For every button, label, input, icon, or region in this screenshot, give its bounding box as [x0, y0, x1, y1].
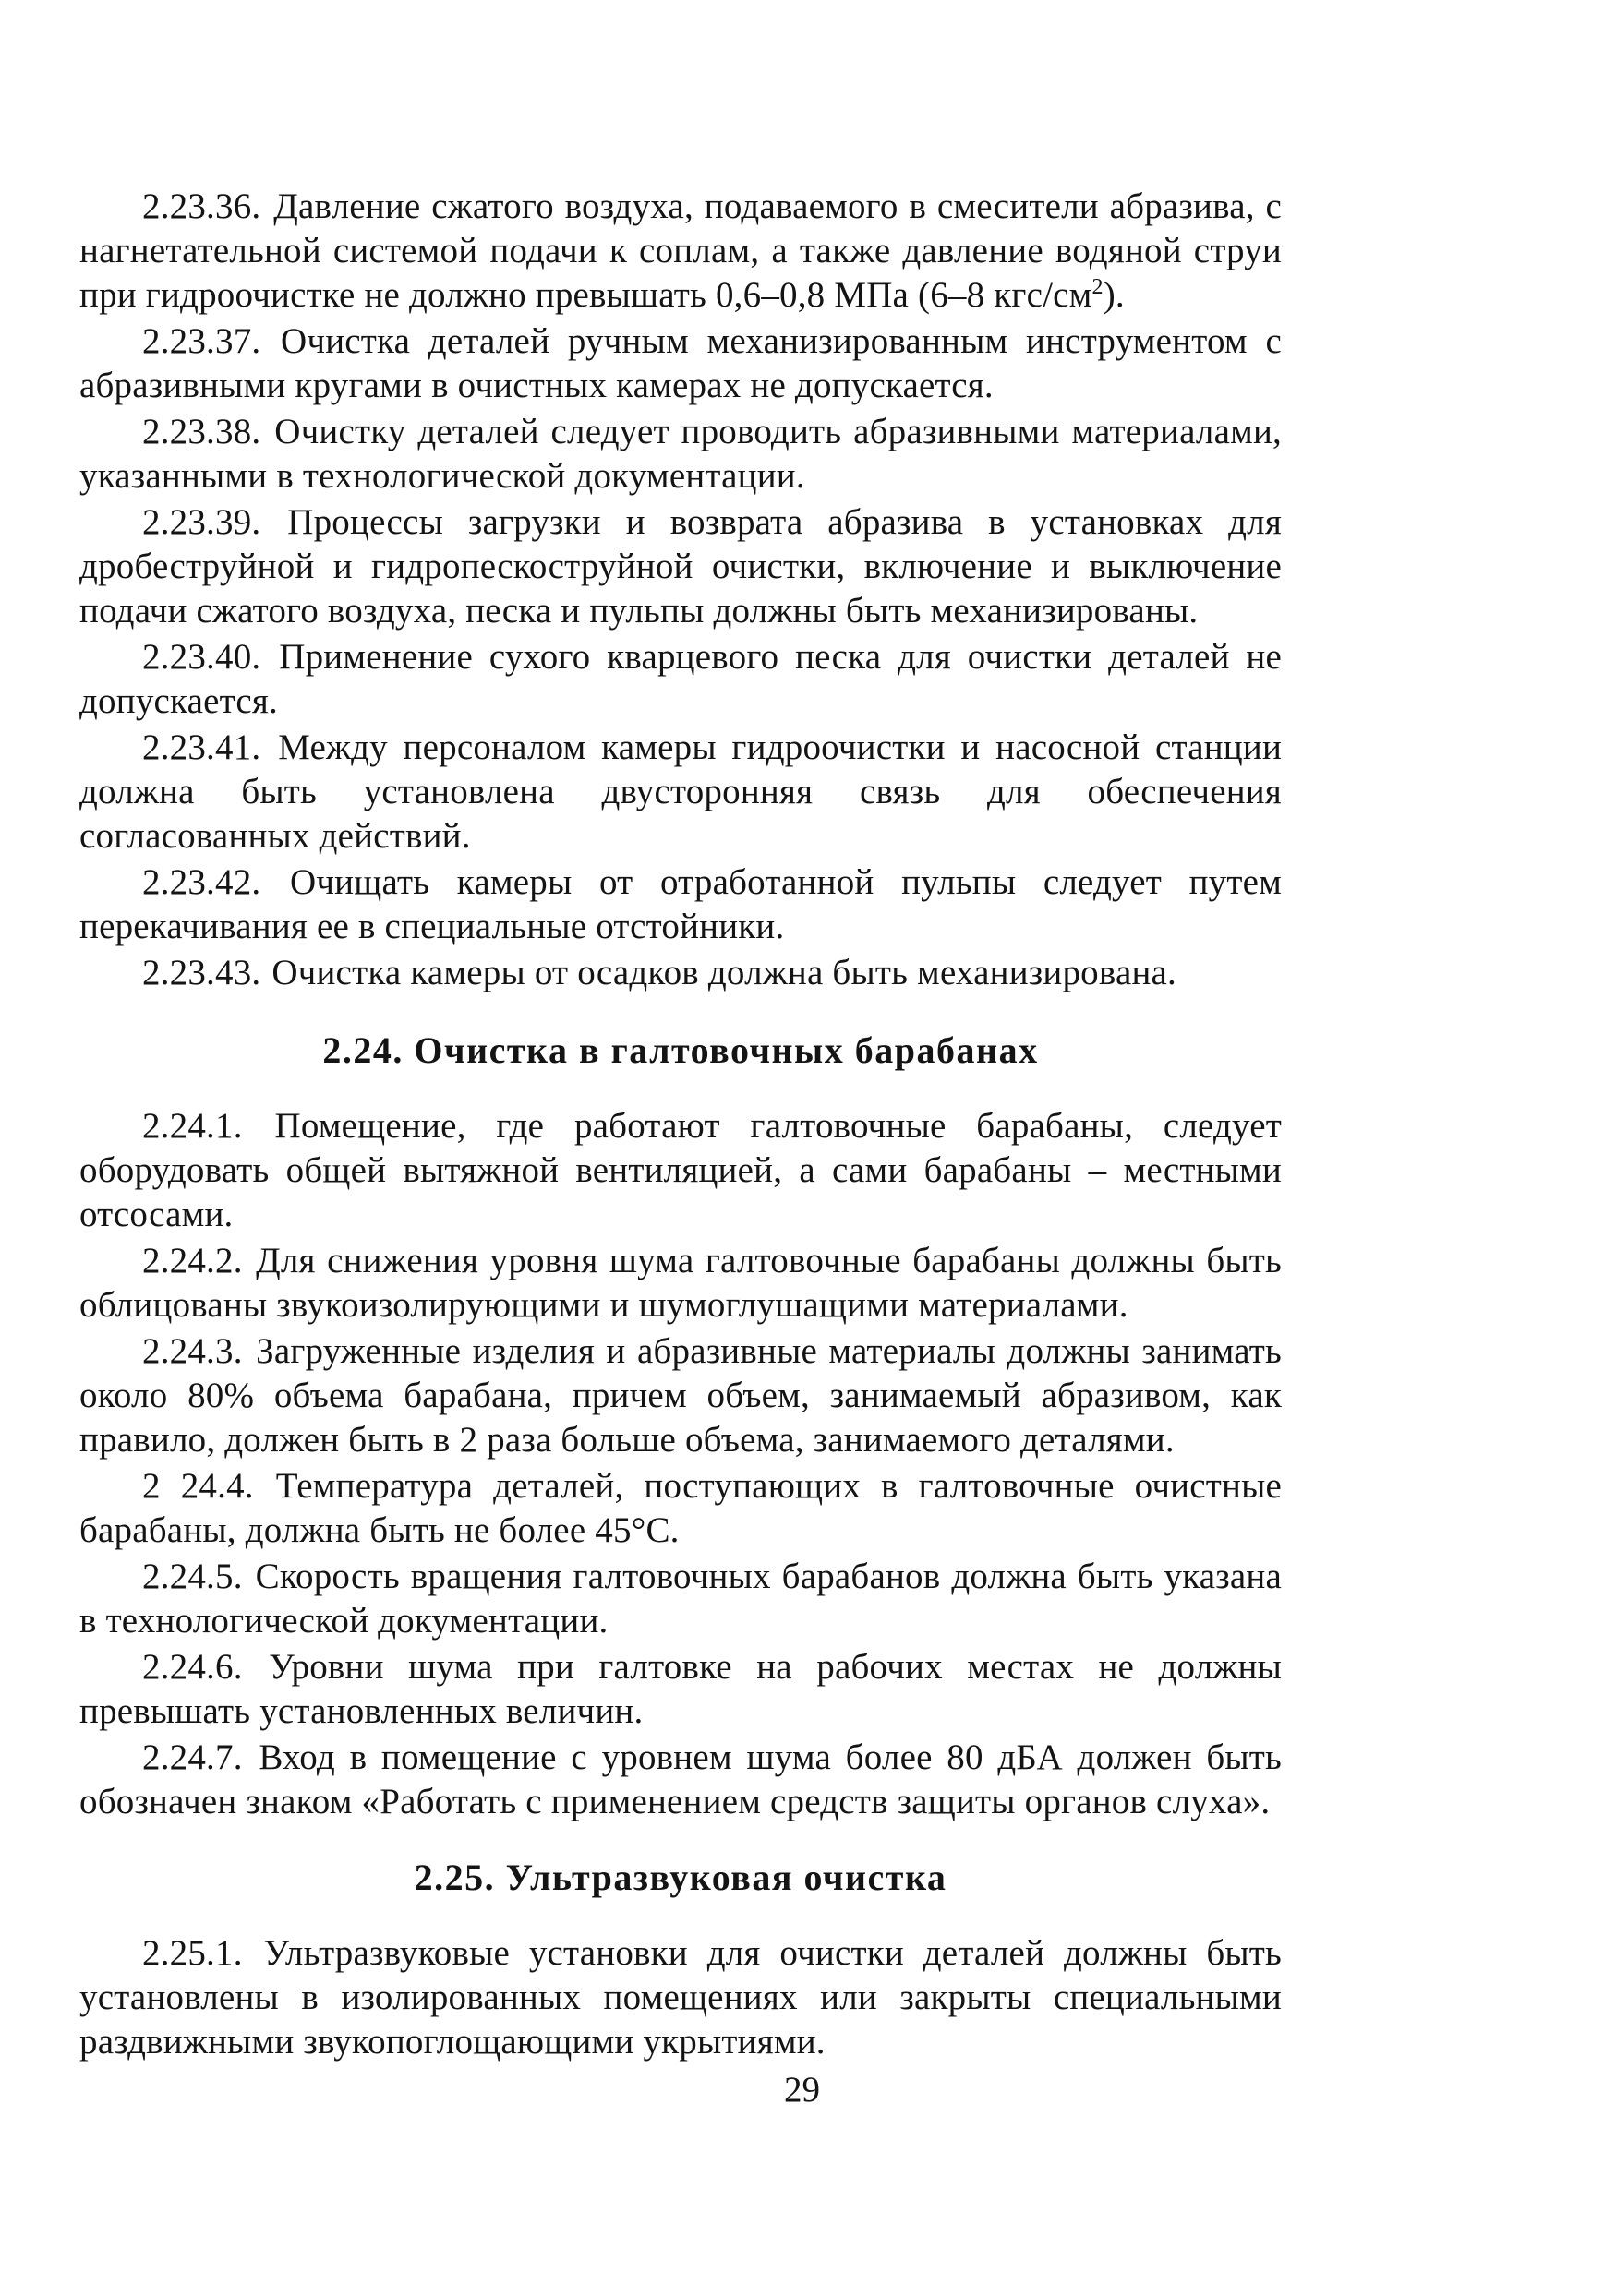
- paragraph-text: Очистка камеры от осадков должна быть механизирована.: [271, 953, 1176, 992]
- paragraph-text: Температура деталей, поступающих в галтовочные очистные барабаны, должна быть не более 45°С.: [79, 1466, 1282, 1550]
- paragraph-number: 2.23.41.: [142, 727, 261, 767]
- paragraph-2-25-1: [79, 1931, 1282, 2064]
- paragraph-number: 2.23.36.: [142, 186, 261, 226]
- paragraph-text: Помещение, где работают галтовочные барабаны, следует оборудовать общей вытяжной вентиляцией, а сами барабаны – местными отсосами.: [79, 1106, 1282, 1234]
- paragraph-number: 2.23.40.: [142, 637, 261, 677]
- paragraph-text: Между персоналом камеры гидроочистки и насосной станции должна быть установлена двусторонняя связь для обеспечения согласованных действий.: [79, 727, 1283, 856]
- paragraph-number: 2.23.43.: [142, 953, 261, 992]
- paragraph-2-24-2: [79, 1239, 1282, 1328]
- paragraph-2-23-37: [79, 319, 1282, 408]
- paragraph-number: 2.24.2.: [142, 1241, 243, 1280]
- paragraph-number: 2 24.4.: [142, 1466, 254, 1506]
- section-heading-2-25: 2.25. Ультразвуковая очистка: [414, 1857, 947, 1898]
- superscript: 2: [1091, 275, 1104, 299]
- paragraph-number: 2.23.42.: [142, 862, 261, 902]
- paragraph-text: Загруженные изделия и абразивные материалы должны занимать около 80% объема барабана, причем объем, занимаемый абразивом, как правило, должен быть в 2 раза больше объема, занимаемого деталями.: [79, 1331, 1282, 1460]
- paragraph-2-23-39: [79, 500, 1282, 633]
- paragraph-text: Очистка деталей ручным механизированным инструментом с абразивными кругами в очистных камерах не допускается.: [79, 321, 1282, 405]
- paragraph-2-24-4: [79, 1464, 1282, 1553]
- paragraph-text: Ультразвуковые установки для очистки деталей должны быть установлены в изолированных помещениях или закрыты специальными раздвижными звукопоглощающими укрытиями.: [79, 1933, 1282, 2062]
- paragraph-2-23-40: [79, 635, 1282, 724]
- paragraph-2-24-3: [79, 1329, 1282, 1462]
- paragraph-number: 2.23.39.: [142, 502, 261, 542]
- paragraph-2-23-43: [79, 951, 1282, 995]
- paragraph-2-23-36: [79, 185, 1282, 318]
- paragraph-2-24-1: [79, 1104, 1282, 1237]
- paragraph-number: 2.24.1.: [142, 1106, 243, 1146]
- paragraph-2-23-41: [79, 726, 1282, 859]
- paragraph-text: Вход в помещение с уровнем шума более 80 дБА должен быть обозначен знаком «Работать с применением средств защиты органов слуха».: [79, 1737, 1283, 1821]
- document-page: [79, 185, 1282, 2066]
- paragraph-2-23-38: [79, 410, 1282, 499]
- paragraph-2-23-42: [79, 860, 1282, 949]
- paragraph-text: Скорость вращения галтовочных барабанов должна быть указана в технологической документации.: [79, 1557, 1282, 1641]
- paragraph-2-24-5: [79, 1555, 1282, 1643]
- paragraph-2-24-6: [79, 1645, 1282, 1734]
- paragraph-number: 2.25.1.: [142, 1933, 243, 1973]
- paragraph-text: Уровни шума при галтовке на рабочих местах не должны превышать установленных величин.: [79, 1647, 1283, 1731]
- paragraph-number: 2.24.6.: [142, 1647, 243, 1687]
- paragraph-number: 2.23.37.: [142, 321, 261, 361]
- paragraph-text: Очистку деталей следует проводить абразивными материалами, указанными в технологической документации.: [79, 412, 1282, 496]
- page-number: 29: [784, 2070, 820, 2110]
- paragraph-number: 2.23.38.: [142, 412, 261, 451]
- paragraph-text: Применение сухого кварцевого песка для очистки деталей не допускается.: [79, 637, 1282, 721]
- section-heading-2-24: 2.24. Очистка в галтовочных барабанах: [322, 1029, 1039, 1071]
- paragraph-2-24-7: [79, 1736, 1282, 1824]
- paragraph-text: Для снижения уровня шума галтовочные барабаны должны быть облицованы звукоизолирующими и шумоглушащими материалами.: [79, 1241, 1282, 1325]
- paragraph-text: Процессы загрузки и возврата абразива в установках для дробеструйной и гидропескоструйной очистки, включение и выключение подачи сжатого воздуха, песка и пульпы должны быть механизированы.: [79, 502, 1282, 631]
- paragraph-text: Очищать камеры от отработанной пульпы следует путем перекачивания ее в специальные отстойники.: [79, 862, 1283, 946]
- paragraph-text-end: ).: [1103, 275, 1125, 315]
- paragraph-number: 2.24.3.: [142, 1331, 243, 1371]
- paragraph-number: 2.24.7.: [142, 1737, 243, 1777]
- paragraph-number: 2.24.5.: [142, 1557, 243, 1596]
- paragraph-text: Давление сжатого воздуха, подаваемого в смесители абразива, с нагнетательной системой подачи к соплам, а также давление водяной струи при гидроочистке не должно превышать 0,6–0,8 МПа (6–8 кгс/см: [79, 186, 1282, 315]
